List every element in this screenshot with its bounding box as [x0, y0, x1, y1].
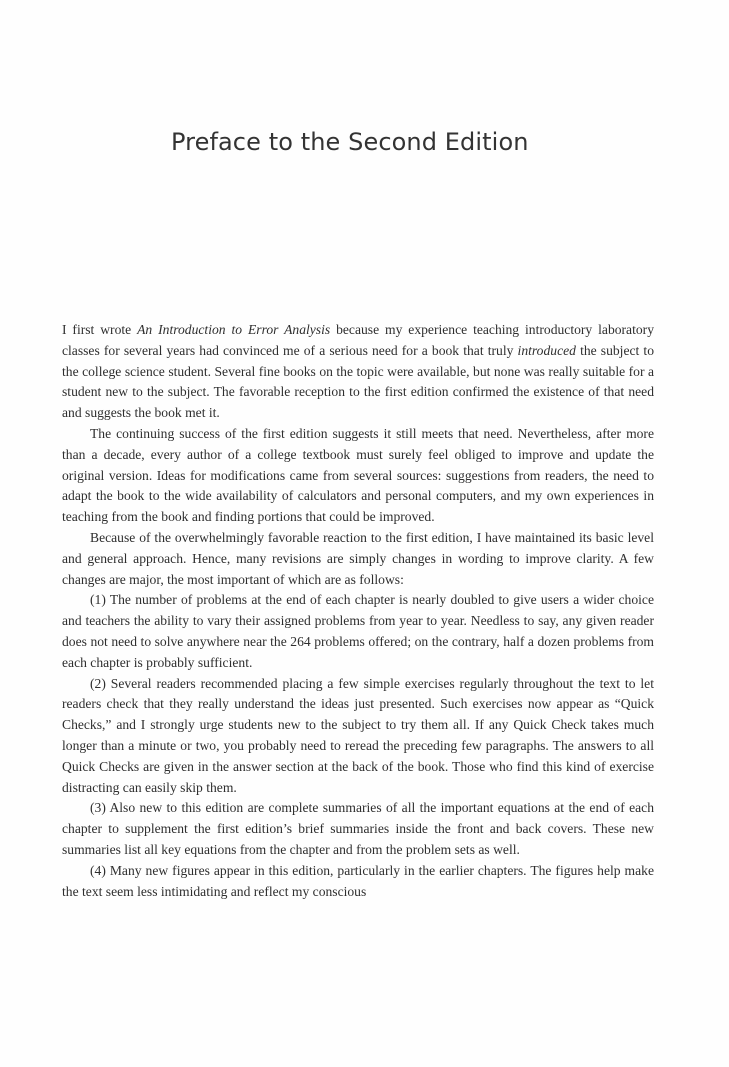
- text-run: The continuing success of the first edition suggests it still meets that need. Nevertheless, after more than a decade, every author of a college textbook must surely feel obliged to improve and update the original version. Ideas for modifications came from several sources: suggestions from readers, the need to adapt the book to the wide availability of calculators and personal computers, and my own experiences in teaching from the book and finding portions that could be improved.: [62, 425, 654, 525]
- italic-text: introduced: [517, 342, 576, 358]
- text-run: Because of the overwhelmingly favorable reaction to the first edition, I have maintained its basic level and general approach. Hence, many revisions are simply changes in wording to improve clarity. A few changes are major, the most important of which are as follows:: [62, 529, 654, 587]
- text-run: (4) Many new figures appear in this edition, particularly in the earlier chapters. The figures help make the text seem less intimidating and reflect my conscious: [62, 862, 654, 899]
- text-run: because my experience teaching introductory laboratory classes for several years had convinced me of a serious need for a book that truly: [62, 322, 654, 358]
- text-run: the subject to the college science student. Several fine books on the topic were available, but none was really suitable for a student new to the subject. The favorable reception to the first edition confirmed the existence of that need and suggests the book met it.: [62, 342, 654, 421]
- paragraph: [62, 798, 654, 860]
- paragraph: [62, 674, 654, 799]
- page-title: Preface to the Second Edition: [171, 128, 529, 156]
- text-run: (2) Several readers recommended placing a few simple exercises regularly throughout the text to let readers check that they really understand the ideas just presented. Such exercises now appear as “Quick Checks,” and I strongly urge students new to the subject to try them all. If any Quick Check takes much longer than a minute or two, you probably need to reread the preceding few paragraphs. The answers to all Quick Checks are given in the answer section at the back of the book. Those who find this kind of exercise distracting can easily skip them.: [62, 675, 654, 795]
- text-run: (1) The number of problems at the end of each chapter is nearly doubled to give users a wider choice and teachers the ability to vary their assigned problems from year to year. Needless to say, any given reader does not need to solve anywhere near the 264 problems offered; on the contrary, half a dozen problems from each chapter is probably sufficient.: [62, 592, 654, 670]
- text-run: I first wrote: [62, 322, 138, 337]
- paragraph: [62, 861, 654, 903]
- paragraph: [62, 424, 654, 528]
- paragraph: [62, 528, 654, 590]
- preface-body: [62, 320, 654, 902]
- italic-text: An Introduction to Error Analysis: [137, 322, 331, 337]
- paragraph: [62, 320, 654, 424]
- text-run: (3) Also new to this edition are complete summaries of all the important equations at the end of each chapter to supplement the first edition’s brief summaries inside the front and back covers. These new summaries list all key equations from the chapter and from the problem sets as well.: [62, 800, 654, 857]
- paragraph: [62, 590, 654, 673]
